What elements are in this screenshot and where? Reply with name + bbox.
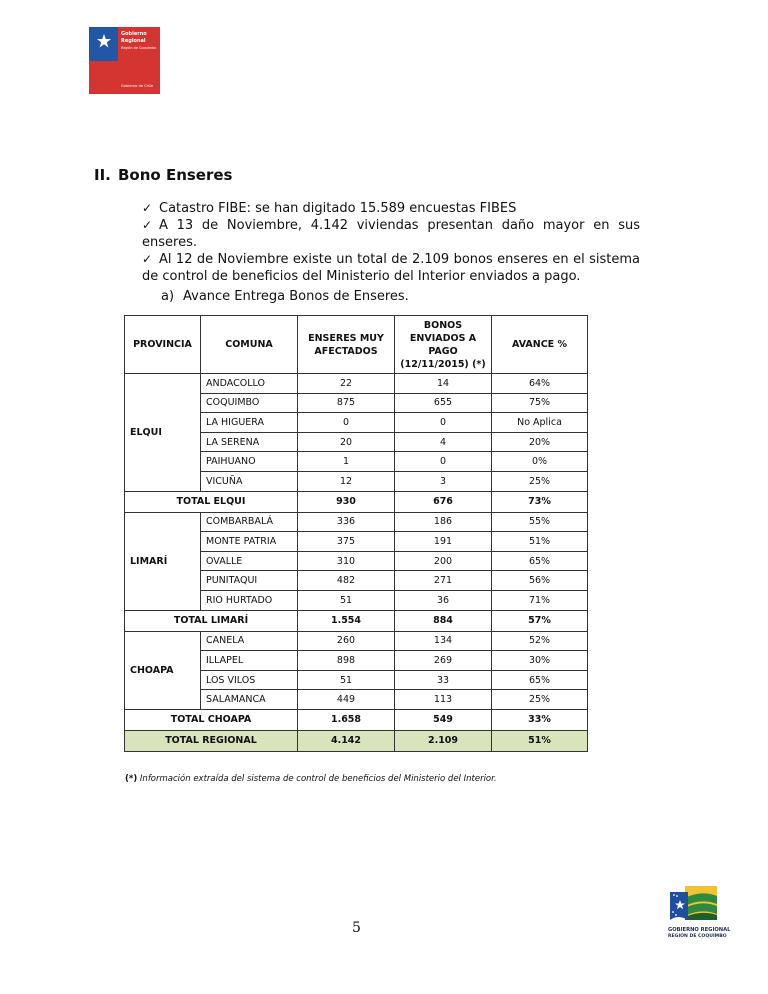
total-label: TOTAL LIMARÍ	[125, 610, 298, 631]
bonos-cell: 191	[395, 532, 492, 552]
comuna-cell: CANELA	[201, 631, 298, 651]
logo-line-1: Gobierno	[121, 31, 147, 37]
total-bonos: 549	[395, 709, 492, 730]
section-title-text: Bono Enseres	[118, 166, 233, 184]
bonos-cell: 186	[395, 512, 492, 532]
checkmark-icon: ✓	[142, 218, 153, 232]
enseres-cell: 875	[298, 393, 395, 413]
avance-cell: 65%	[492, 670, 588, 690]
enseres-cell: 449	[298, 690, 395, 710]
avance-cell: 75%	[492, 393, 588, 413]
enseres-cell: 1	[298, 452, 395, 472]
section-number: II.	[94, 166, 111, 184]
enseres-cell: 898	[298, 651, 395, 671]
regional-total-enseres: 4.142	[298, 730, 395, 751]
avance-cell: 56%	[492, 571, 588, 591]
footnote-marker: (*)	[125, 774, 138, 784]
avance-cell: 0%	[492, 452, 588, 472]
subsection-label: a)	[161, 289, 175, 304]
comuna-cell: MONTE PATRIA	[201, 532, 298, 552]
total-row	[125, 610, 588, 631]
comuna-cell: LA SERENA	[201, 432, 298, 452]
bonos-cell: 655	[395, 393, 492, 413]
total-bonos: 676	[395, 491, 492, 512]
total-enseres: 1.658	[298, 709, 395, 730]
province-cell: ELQUI	[125, 374, 201, 492]
bonos-cell: 4	[395, 432, 492, 452]
subsection-title: Avance Entrega Bonos de Enseres.	[183, 289, 409, 304]
total-enseres: 1.554	[298, 610, 395, 631]
comuna-cell: COMBARBALÁ	[201, 512, 298, 532]
enseres-cell: 22	[298, 374, 395, 394]
avance-cell: 30%	[492, 651, 588, 671]
regional-total-bonos: 2.109	[395, 730, 492, 751]
header-enseres: ENSERES MUY AFECTADOS	[298, 316, 395, 374]
comuna-cell: LA HIGUERA	[201, 413, 298, 433]
bonos-enseres-table	[124, 315, 588, 752]
comuna-cell: OVALLE	[201, 551, 298, 571]
total-label: TOTAL CHOAPA	[125, 709, 298, 730]
enseres-cell: 310	[298, 551, 395, 571]
bonos-cell: 3	[395, 471, 492, 491]
header-bonos: BONOS ENVIADOS A PAGO (12/11/2015) (*)	[395, 316, 492, 374]
enseres-cell: 375	[298, 532, 395, 552]
footnote	[125, 774, 497, 784]
comuna-cell: LOS VILOS	[201, 670, 298, 690]
regional-logo-line-2: REGIÓN DE COQUIMBO	[668, 934, 727, 939]
total-row	[125, 491, 588, 512]
gobierno-regional-coquimbo-logo	[668, 884, 731, 940]
table-row	[125, 512, 588, 532]
comuna-cell: PAIHUANO	[201, 452, 298, 472]
star-icon	[96, 33, 112, 49]
total-enseres: 930	[298, 491, 395, 512]
header-avance: AVANCE %	[492, 316, 588, 374]
table-header-row	[125, 316, 588, 374]
bonos-cell: 0	[395, 413, 492, 433]
total-row	[125, 709, 588, 730]
enseres-cell: 51	[298, 590, 395, 610]
enseres-cell: 20	[298, 432, 395, 452]
regional-total-label: TOTAL REGIONAL	[125, 730, 298, 751]
checkmark-icon: ✓	[142, 252, 153, 266]
comuna-cell: VICUÑA	[201, 471, 298, 491]
bullet-item: ✓ Catastro FIBE: se han digitado 15.589 encuestas FIBES	[142, 201, 517, 216]
total-bonos: 884	[395, 610, 492, 631]
avance-cell: 51%	[492, 532, 588, 552]
bonos-cell: 271	[395, 571, 492, 591]
enseres-cell: 0	[298, 413, 395, 433]
total-avance: 57%	[492, 610, 588, 631]
total-avance: 73%	[492, 491, 588, 512]
avance-cell: 64%	[492, 374, 588, 394]
province-cell: CHOAPA	[125, 631, 201, 709]
gobierno-de-chile-logo	[89, 27, 160, 94]
avance-cell: 25%	[492, 471, 588, 491]
page-number: 5	[352, 920, 361, 936]
header-comuna: COMUNA	[201, 316, 298, 374]
bonos-cell: 0	[395, 452, 492, 472]
logo-line-3: Región de Coquimbo	[121, 46, 157, 50]
total-label: TOTAL ELQUI	[125, 491, 298, 512]
section-title	[94, 166, 232, 184]
checkmark-icon: ✓	[142, 201, 153, 215]
bonos-cell: 14	[395, 374, 492, 394]
header-provincia: PROVINCIA	[125, 316, 201, 374]
enseres-cell: 336	[298, 512, 395, 532]
footnote-text: Información extraída del sistema de control de beneficios del Ministerio del Interior.	[137, 774, 497, 784]
regional-total-avance: 51%	[492, 730, 588, 751]
bullet-list	[142, 200, 640, 285]
total-avance: 33%	[492, 709, 588, 730]
comuna-cell: ANDACOLLO	[201, 374, 298, 394]
table-row	[125, 374, 588, 394]
bonos-cell: 36	[395, 590, 492, 610]
avance-cell: 55%	[492, 512, 588, 532]
comuna-cell: SALAMANCA	[201, 690, 298, 710]
regional-emblem-icon	[668, 884, 726, 926]
bonos-cell: 200	[395, 551, 492, 571]
bonos-cell: 134	[395, 631, 492, 651]
table-row	[125, 631, 588, 651]
enseres-cell: 482	[298, 571, 395, 591]
avance-cell: 71%	[492, 590, 588, 610]
bonos-cell: 33	[395, 670, 492, 690]
bonos-cell: 113	[395, 690, 492, 710]
comuna-cell: RIO HURTADO	[201, 590, 298, 610]
enseres-cell: 260	[298, 631, 395, 651]
bonos-cell: 269	[395, 651, 492, 671]
enseres-cell: 12	[298, 471, 395, 491]
avance-cell: 20%	[492, 432, 588, 452]
bullet-item: ✓ Al 12 de Noviembre existe un total de 2.109 bonos enseres en el sistema de control de beneficios del Ministerio del Interior enviados a pago.	[142, 252, 640, 284]
avance-cell: 25%	[492, 690, 588, 710]
comuna-cell: PUNITAQUI	[201, 571, 298, 591]
subsection-heading	[161, 289, 409, 304]
province-cell: LIMARÍ	[125, 512, 201, 610]
regional-logo-line-1: GOBIERNO REGIONAL	[668, 927, 731, 933]
bullet-item: ✓ A 13 de Noviembre, 4.142 viviendas presentan daño mayor en sus enseres.	[142, 218, 640, 250]
comuna-cell: COQUIMBO	[201, 393, 298, 413]
comuna-cell: ILLAPEL	[201, 651, 298, 671]
regional-total-row	[125, 730, 588, 751]
avance-cell: 65%	[492, 551, 588, 571]
avance-cell: 52%	[492, 631, 588, 651]
enseres-cell: 51	[298, 670, 395, 690]
avance-cell: No Aplica	[492, 413, 588, 433]
logo-footer-text: Gobierno de Chile	[121, 84, 154, 88]
logo-line-2: Regional	[121, 38, 146, 44]
